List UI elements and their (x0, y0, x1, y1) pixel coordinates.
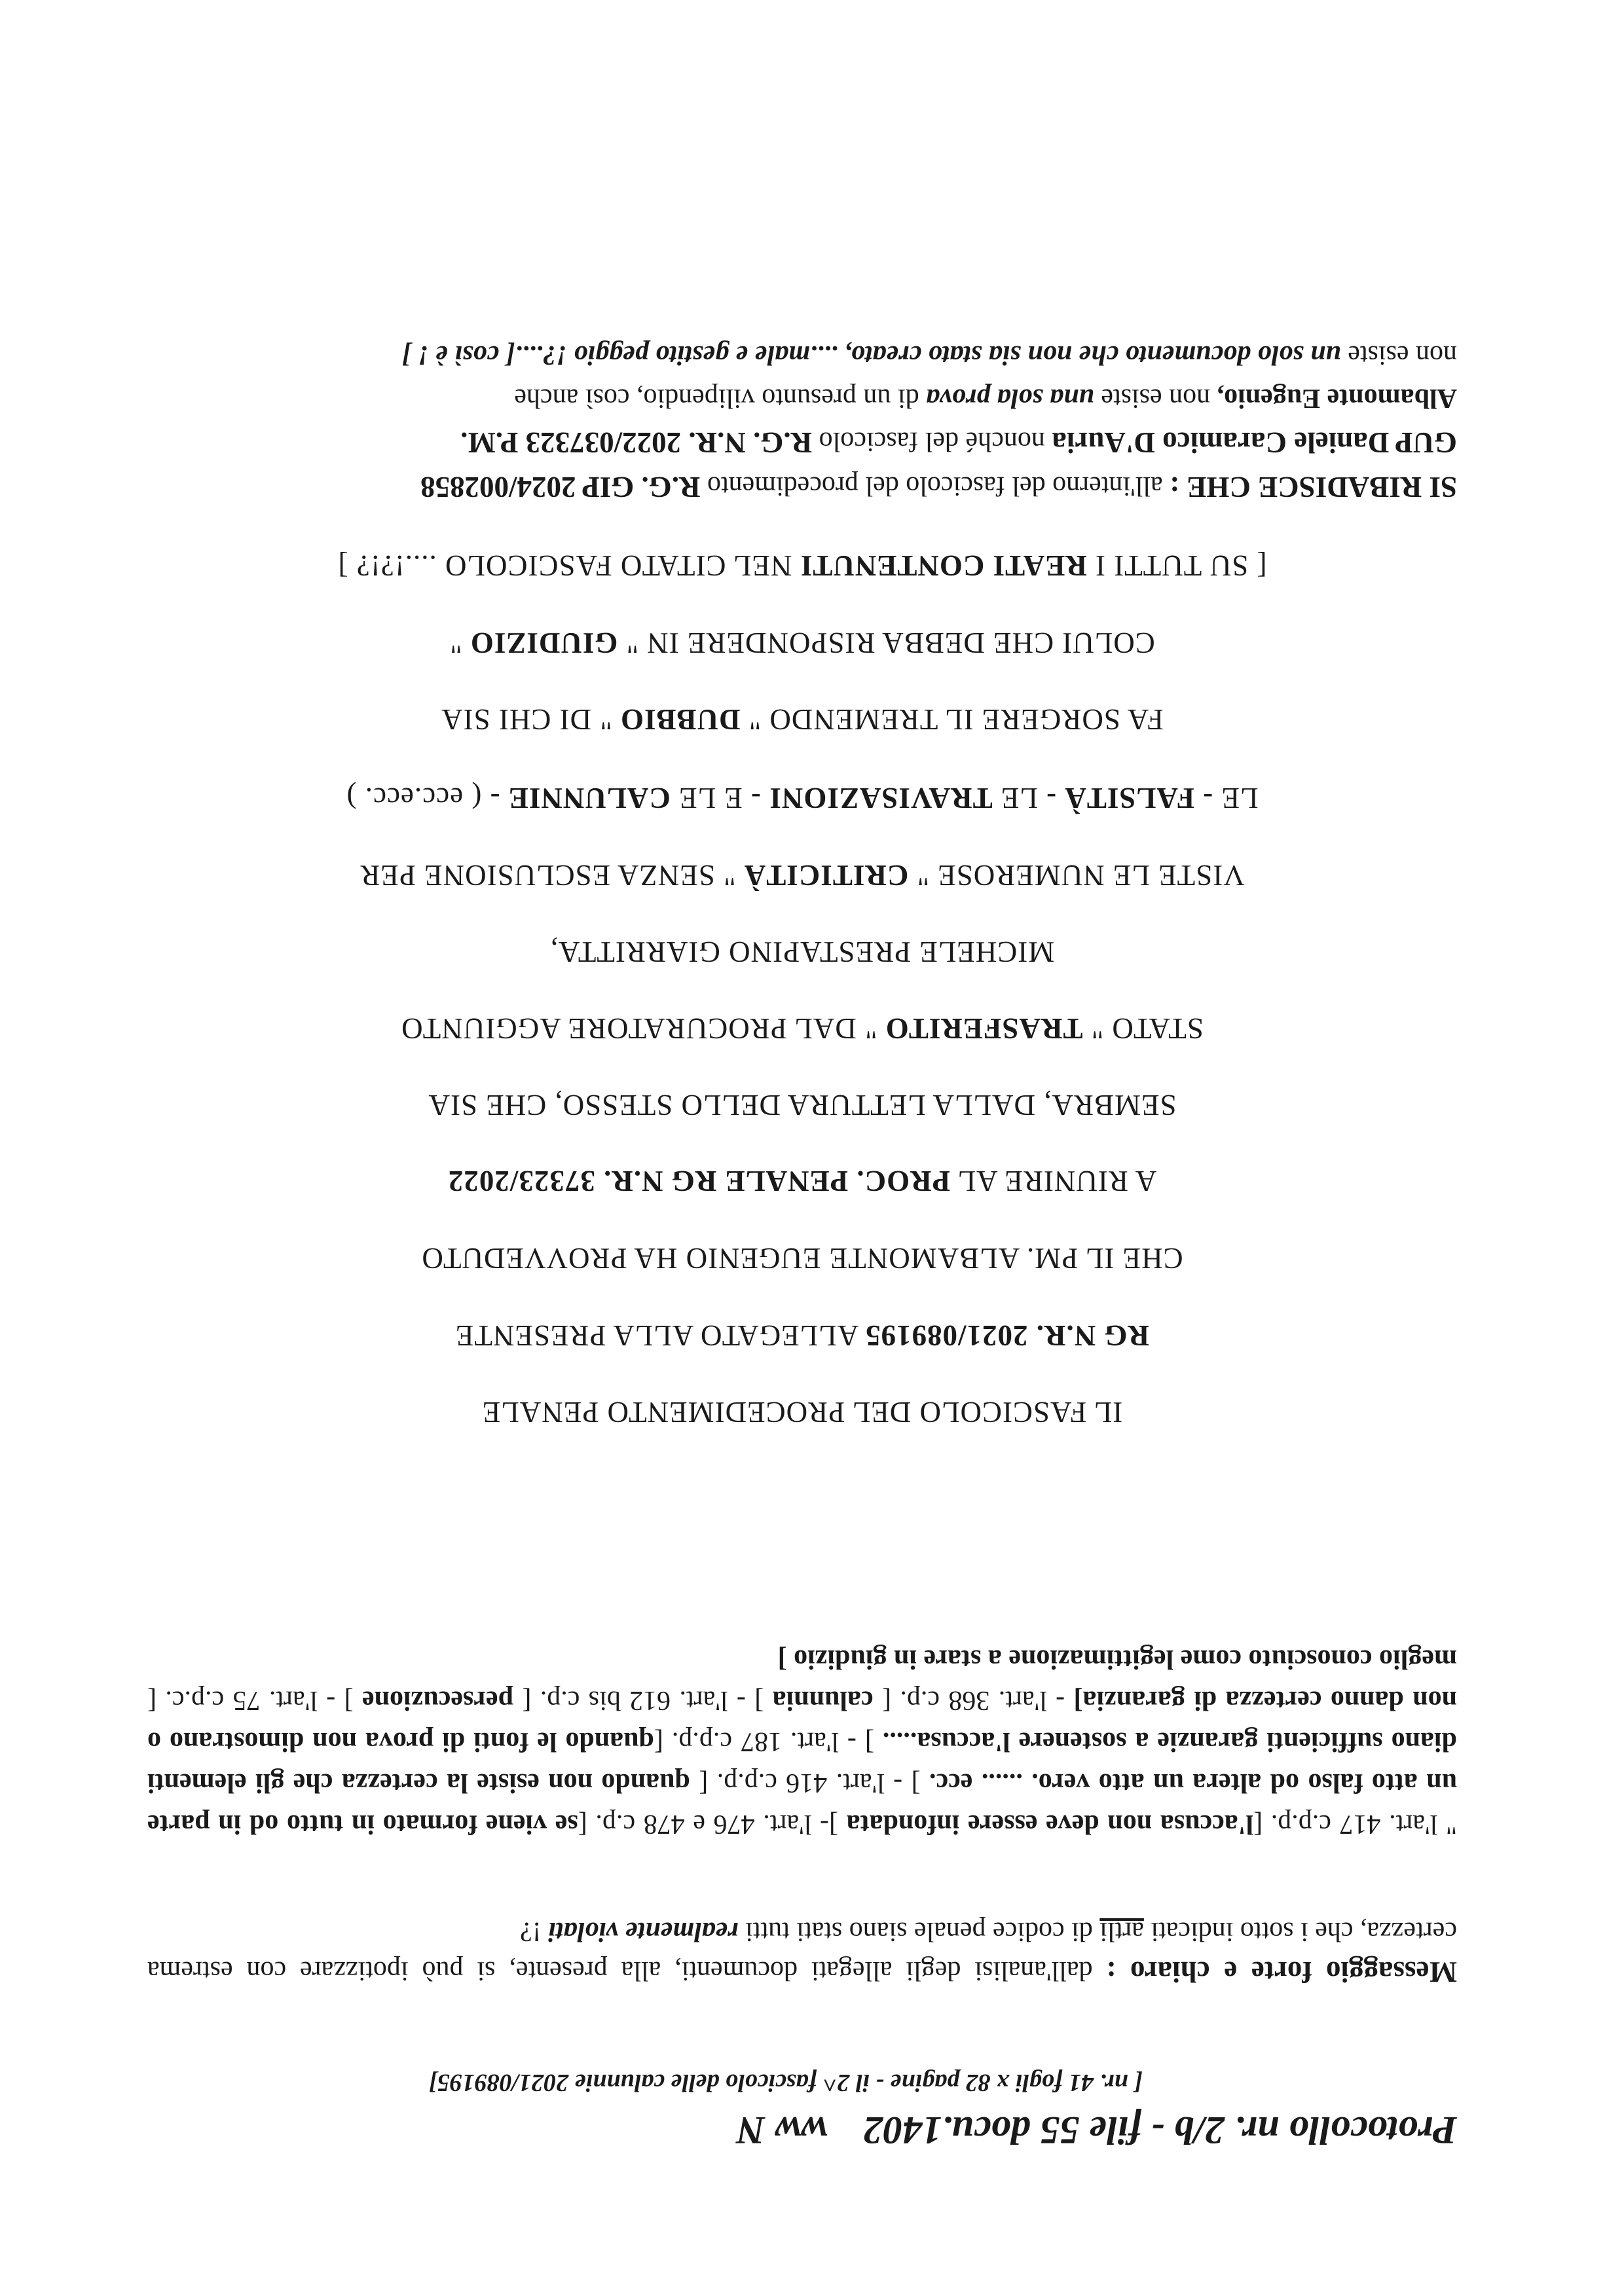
closing-line-1-text: all'interno del fascicolo del procedimento (700, 471, 1170, 501)
article-5: - l'art. 368 c.p. [ (873, 1685, 1074, 1715)
body-line-4 (147, 1161, 1457, 1201)
body-line-11-post: " (449, 627, 470, 659)
closing-line-4 (147, 333, 1457, 376)
intro-emph: realmente violati (548, 1916, 739, 1946)
article-6-bold: persecuzione (362, 1685, 513, 1715)
closing-line-1-bold-2: R.G. GIP 2024/002858 (420, 471, 701, 503)
body-line-1: IL FASCICOLO DEL PROCEDIMENTO PENALE (481, 1396, 1123, 1429)
article-4: ] - l'art. 187 c.p.p. [ (654, 1726, 883, 1757)
articles-paragraph (147, 1638, 1457, 1844)
body-line-12-pre: [ SU TUTTI I (1086, 549, 1267, 582)
body-line-8-post: " SENZA ESCLUSIONE PER (360, 859, 744, 892)
closing-line-1 (147, 464, 1457, 509)
intro-text-1: dall'analisi degli allegati documenti, alla presente, si può ipotizzare con estrema certezza, che i sotto indicati (147, 1916, 1457, 1986)
closing-line-3-emph: una sola prova (926, 383, 1094, 413)
closing-line-3-text: non esiste (1094, 383, 1217, 413)
closing-line-4-text: non esiste (1340, 340, 1457, 370)
intro-text-3: !? (519, 1916, 549, 1946)
article-2-bold: se viene formato in tutto od in parte un atto falso od altera un atto vero. ...... ecc. (147, 1768, 1457, 1839)
body-line-4-bold: PROC. PENALE RG N.R. 37323/2022 (447, 1165, 951, 1197)
closing-line-4-emph: un solo documento che non sia stato creato, (844, 340, 1341, 370)
body-line-10-bold: DUBBIO (620, 703, 741, 736)
body-line-11-bold: GIUDIZIO (470, 627, 618, 659)
article-3: ] - l'art. 416 c.p.p. [ (690, 1768, 929, 1798)
closing-line-4-emph-2: ....male e gestito peggio !?....[ così è ! ] (401, 340, 845, 370)
article-5-bold: calunnia (772, 1685, 874, 1715)
body-line-7: MICHELE PRESTAPINO GIARRITTA, (549, 936, 1055, 968)
closing-line-3-text-2: di un presunto vilipendio, così anche (514, 383, 927, 413)
body-line-9-mid-1: - LE (992, 782, 1065, 814)
protocol-subtitle: [ nr. 41 fogli x 82 pagine - il 2^ fascicolo delle calunnie 2021/089195] (429, 2069, 1143, 2096)
body-line-12 (147, 546, 1457, 585)
intro-text-2: di codice penale siano stati tutti (738, 1916, 1100, 1946)
body-line-9-mid-2: - E LE (670, 782, 769, 814)
intro-paragraph (147, 1912, 1457, 1992)
article-2: ]- l'art. 476 e 478 c.p. [ (578, 1809, 847, 1839)
body-line-6-post: " DAL PROCURATORE AGGIUNTO (401, 1012, 885, 1045)
body-line-11-pre: COLUI CHE DEBBA RISPONDERE IN " (618, 627, 1155, 659)
article-6: ] - l'art. 612 bis c.p. [ (513, 1685, 773, 1715)
body-line-12-mid (984, 549, 992, 582)
article-1: " l'art. 417 c.p.p. [ (1253, 1809, 1457, 1839)
body-line-11 (147, 623, 1457, 663)
body-line-9-pre: LE - (1194, 782, 1259, 814)
body-line-2-rest: ALLEGATO ALLA PRESENTE (455, 1319, 865, 1352)
closing-line-3-bold: Albamonte Eugenio, (1217, 383, 1457, 413)
closing-paragraph (147, 333, 1457, 509)
protocol-title-mark: ww N (736, 2109, 828, 2152)
body-line-8-bold: CRITICITÀ (743, 859, 909, 892)
body-line-9-bold-2: TRAVISAZIONI (769, 782, 993, 814)
body-line-4-pre: A RIUNIRE AL (950, 1165, 1157, 1197)
intro-underlined: artli (1099, 1916, 1144, 1946)
body-line-3: CHE IL PM. ALBAMONTE EUGENIO HA PROVVEDUTO (421, 1242, 1183, 1275)
body-line-6-bold: TRASFERITO (885, 1012, 1083, 1045)
body-line-5: SEMBRA, DALLA LETTURA DELLO STESSO, CHE SIA (428, 1089, 1177, 1121)
body-line-10 (147, 700, 1457, 739)
body-line-2 (147, 1316, 1457, 1355)
body-line-12-bold-1: REATI (992, 549, 1087, 582)
protocol-title-text: Protocollo nr. 2/b - file 55 docu.1402 (863, 2109, 1457, 2152)
body-line-9-post: - ( ecc.ecc. ) (346, 782, 508, 814)
intro-lead: Messaggio forte e chiaro : (1106, 1956, 1457, 1988)
body-line-8-pre: VISTE LE NUMEROSE " (908, 859, 1245, 892)
closing-line-1-bold: SI RIBADISCE CHE : (1170, 471, 1457, 503)
article-3-bold: quando non esiste la certezza che gli elementi diano sufficienti garanzie a sostenere l'accusa..... (147, 1726, 1457, 1798)
body-line-6 (147, 1009, 1457, 1048)
closing-line-2-text: nonché del fascicolo (812, 426, 1052, 456)
article-4-bold: quando le fonti di prova non dimostrano o non danno certezza di garanzia] (147, 1685, 1457, 1757)
body-line-9-bold-1: FALSITÀ (1064, 782, 1195, 814)
closing-line-2-bold-2: R.G. N.R. 2022/037323 P.M. (460, 426, 813, 459)
protocol-title (115, 2107, 1457, 2154)
body-line-9 (147, 778, 1457, 818)
body-line-10-pre: FA SORGERE IL TREMENDO " (740, 703, 1164, 736)
article-7: ] - l'art. 75 c.p.c. [ (147, 1685, 362, 1715)
body-line-12-bold-2: CONTENUTI (800, 549, 985, 582)
body-line-9-bold-3: CALUNNIE (507, 782, 671, 814)
body-line-12-post: NEL CITATO FASCICOLO ....!?!? ] (337, 549, 800, 582)
closing-line-3 (147, 376, 1457, 420)
body-line-6-pre: STATO " (1082, 1012, 1204, 1045)
closing-line-2-bold: GUP Daniele Caramico D'Auria (1052, 426, 1457, 459)
article-1-bold: l'accusa non deve essere infondata (846, 1809, 1254, 1839)
closing-line-2 (147, 420, 1457, 464)
body-line-8 (147, 856, 1457, 895)
body-line-2-bold: RG N.R. 2021/089195 (864, 1319, 1149, 1352)
body-line-10-post: " DI CHI SIA (441, 703, 620, 736)
article-7-bold: meglio conosciuto come legittimazione a stare in giudizio ] (777, 1644, 1457, 1674)
document-header (115, 2068, 1457, 2154)
